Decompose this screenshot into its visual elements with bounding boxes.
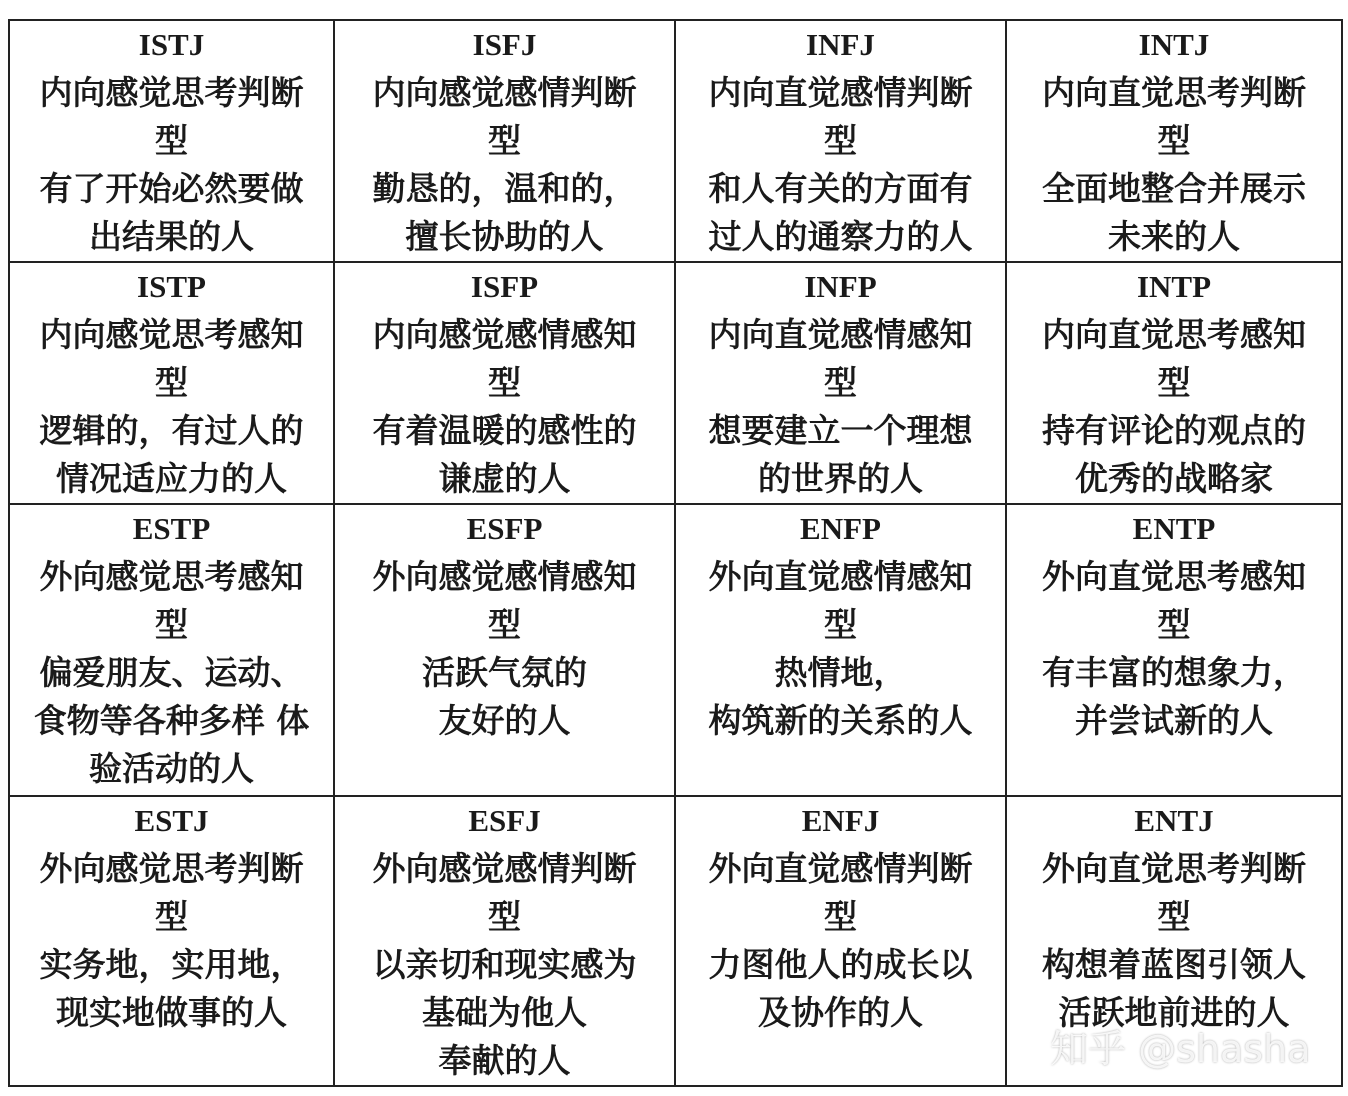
type-cell-intp [1006,262,1342,504]
type-description-line: 有了开始必然要做 [39,169,304,208]
type-name-line: 内向感觉感情判断 [372,73,637,112]
zhihu-watermark: 知乎 @shasha [1050,1027,1311,1071]
type-name-line: 外向感觉思考感知 [39,557,304,596]
type-cell-estp [9,504,334,796]
type-code: ESTJ [134,803,209,838]
type-description-line: 并尝试新的人 [1075,701,1273,740]
type-name-line: 内向直觉思考判断 [1042,73,1306,112]
type-code: ESFJ [468,803,541,838]
type-code: ENFP [800,511,881,546]
type-cell-infj [675,20,1006,262]
type-description-line: 情况适应力的人 [56,459,287,498]
type-description-line: 友好的人 [438,701,571,740]
type-name-line: 内向感觉感情感知 [372,315,637,354]
type-code: ENTJ [1134,803,1214,838]
type-description-line: 未来的人 [1108,217,1240,256]
type-name-line: 型 [488,121,521,160]
type-description-line: 谦虚的人 [438,459,571,498]
type-name-line: 型 [155,605,188,644]
type-cell-estj [9,796,334,1086]
type-cell-enfp [675,504,1006,796]
type-description-line: 想要建立一个理想 [708,411,973,450]
type-name-line: 内向直觉感情判断 [708,73,973,112]
type-name-line: 外向直觉思考判断 [1042,849,1306,888]
type-description-line: 的世界的人 [758,459,923,498]
type-name-line: 型 [1157,897,1191,936]
type-description-line: 现实地做事的人 [56,993,287,1032]
type-description-line: 及协作的人 [758,993,923,1032]
type-cell-istp [9,262,334,504]
type-name-line: 型 [824,605,857,644]
type-code: ENTP [1132,511,1216,546]
type-name-line: 内向感觉思考感知 [39,315,304,354]
type-name-line: 内向直觉思考感知 [1042,315,1306,354]
type-description-line: 过人的通察力的人 [708,217,973,256]
type-description-line: 出结果的人 [89,217,254,256]
type-cell-isfp [334,262,675,504]
type-description-line: 以亲切和现实感为 [372,945,637,984]
type-description-line: 活跃地前进的人 [1058,993,1290,1032]
type-description-line: 持有评论的观点的 [1042,411,1306,450]
table-row [9,20,1342,262]
type-cell-entp [1006,504,1342,796]
type-cell-esfp [334,504,675,796]
type-cell-esfj [334,796,675,1086]
type-code: ENFJ [801,803,880,838]
type-description-line: 食物等各种多样 体 [33,701,310,740]
type-code: ESTP [132,511,211,546]
type-name-line: 外向直觉感情判断 [708,849,973,888]
type-name-line: 型 [1157,363,1191,402]
type-description-line: 奉献的人 [438,1041,571,1080]
type-description-line: 有着温暖的感性的 [372,411,637,450]
type-description-line: 力图他人的成长以 [708,945,973,984]
type-name-line: 内向直觉感情感知 [708,315,973,354]
type-description-line: 优秀的战略家 [1075,459,1273,498]
type-name-line: 外向感觉感情感知 [372,557,637,596]
type-description-line: 验活动的人 [89,749,254,788]
type-name-line: 型 [488,363,521,402]
type-description-line: 构筑新的关系的人 [708,701,973,740]
type-name-line: 内向感觉思考判断 [39,73,304,112]
type-description-line: 构想着蓝图引领人 [1042,945,1306,984]
type-code: ISTP [137,269,206,304]
type-description-line: 活跃气氛的 [422,653,587,692]
type-description-line: 偏爱朋友、运动、 [39,653,304,692]
mbti-types-table [8,19,1343,1087]
type-name-line: 型 [1157,605,1191,644]
type-code: INFJ [806,27,875,62]
type-description-line: 和人有关的方面有 [708,169,973,208]
type-cell-isfj [334,20,675,262]
type-code: ISFP [470,269,539,304]
type-description-line: 基础为他人 [422,993,587,1032]
type-description-line: 热情地， [774,653,907,692]
type-code: ISFJ [472,27,537,62]
type-name-line: 型 [824,363,857,402]
type-code: INTP [1136,269,1212,304]
type-cell-infp [675,262,1006,504]
type-description-line: 擅长协助的人 [405,217,604,256]
type-name-line: 型 [155,897,188,936]
type-name-line: 外向感觉思考判断 [39,849,304,888]
type-description-line: 勤恳的，温和的， [372,169,637,208]
type-description-line: 逻辑的，有过人的 [39,411,304,450]
type-description-line: 实务地，实用地， [39,945,304,984]
type-name-line: 型 [488,605,521,644]
type-name-line: 型 [488,897,521,936]
type-cell-enfj [675,796,1006,1086]
type-code: ISTJ [138,27,205,62]
type-code: ESFP [466,511,543,546]
table-row [9,262,1342,504]
type-code: INTJ [1138,27,1210,62]
type-name-line: 型 [824,897,857,936]
type-code: INFP [804,269,877,304]
type-name-line: 型 [155,363,188,402]
type-name-line: 外向直觉感情感知 [708,557,973,596]
table-row [9,504,1342,796]
type-cell-istj [9,20,334,262]
type-cell-intj [1006,20,1342,262]
type-description-line: 有丰富的想象力， [1042,653,1306,692]
type-name-line: 型 [155,121,188,160]
type-name-line: 外向感觉感情判断 [372,849,637,888]
type-name-line: 外向直觉思考感知 [1042,557,1306,596]
type-description-line: 全面地整合并展示 [1042,169,1306,208]
type-name-line: 型 [824,121,857,160]
type-name-line: 型 [1157,121,1191,160]
